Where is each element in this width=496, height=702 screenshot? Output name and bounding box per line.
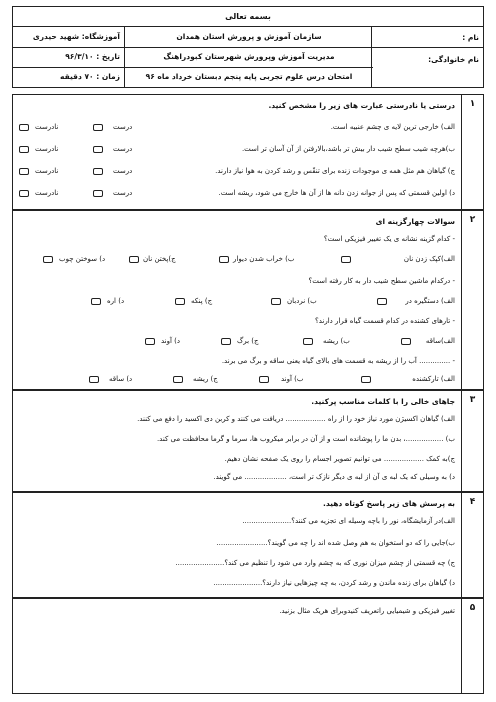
mc-option: ج)پختن نان [143, 255, 176, 263]
time-label: زمان : ۷۰ دقیقه [60, 72, 120, 81]
short-answer-item: د) گیاهان برای زنده ماندن و رشد کردن، به چه چیزهایی نیاز دارند؟...................... [213, 579, 455, 587]
tf-item: د) اولین قسمتی که پس از جوانه زدن دانه ها از آن ها خارج می شود، ریشه است. [218, 189, 455, 197]
true-label: درست [113, 167, 133, 175]
false-checkbox[interactable] [19, 124, 29, 131]
name-label: نام : [462, 33, 479, 42]
student-info-column [371, 27, 483, 87]
mc-option: د) آوند [161, 337, 181, 345]
false-label: نادرست [35, 145, 59, 153]
short-answer-item: ج) چه قسمتی از چشم میزان نوری که به چشم وارد می شود را تنظیم می کند؟...................... [175, 559, 455, 567]
exam-page [12, 6, 484, 696]
false-label: نادرست [35, 189, 59, 197]
option-checkbox[interactable] [173, 376, 183, 383]
fill-blank-item: د) به وسیلی که یک لبه ی آن از لبه ی دیگر نازک تر است، ................... می گویند. [213, 473, 455, 481]
false-label: نادرست [35, 167, 59, 175]
question-number: ۴ [461, 493, 483, 597]
mc-option: د) اره [107, 297, 125, 305]
question-title: سوالات چهارگزینه ای [375, 217, 455, 226]
org-info-column [125, 27, 373, 87]
option-checkbox[interactable] [271, 298, 281, 305]
exam-title: امتحان درس علوم تجربی پایه پنجم دبستان خرداد ماه ۹۶ [145, 72, 353, 81]
mc-question: - کدام گزینه نشانه ی یک تغییر فیزیکی است؟ [323, 235, 455, 243]
true-label: درست [113, 123, 133, 131]
option-checkbox[interactable] [219, 256, 229, 263]
mc-option: د) ساقه [109, 375, 133, 383]
true-checkbox[interactable] [93, 124, 103, 131]
option-checkbox[interactable] [43, 256, 53, 263]
mc-option: الف) دستگیره در [405, 297, 455, 305]
true-checkbox[interactable] [93, 146, 103, 153]
false-label: نادرست [35, 123, 59, 131]
question-1 [12, 94, 484, 210]
false-checkbox[interactable] [19, 190, 29, 197]
false-checkbox[interactable] [19, 168, 29, 175]
essay-question: تغییر فیزیکی و شیمیایی راتعریف کنیدوبرای هریک مثال بزنید. [279, 607, 455, 615]
question-title: جاهای خالی را با کلمات مناسب پرکنید. [311, 397, 455, 406]
mc-question: - درکدام ماشین سطح شیب دار به کار رفته است؟ [308, 277, 455, 285]
question-number: ۵ [461, 599, 483, 693]
question-5 [12, 598, 484, 694]
fill-blank-item: الف) گیاهان اکسیژن مورد نیاز خود را از راه .................. دریافت می کنند و کربن دی اکسید را دفع می کنند. [137, 415, 455, 423]
option-checkbox[interactable] [361, 376, 371, 383]
option-checkbox[interactable] [175, 298, 185, 305]
false-checkbox[interactable] [19, 146, 29, 153]
true-checkbox[interactable] [93, 190, 103, 197]
question-number: ۳ [461, 391, 483, 491]
question-number: ۱ [461, 95, 483, 209]
tf-item: ج) گیاهان هم مثل همه ی موجودات زنده برای تنفّس و رشد کردن به هوا نیاز دارند. [215, 167, 455, 175]
bismillah: بسمه تعالی [13, 7, 483, 27]
tf-item: ب)هرچه شیب سطح شیب دار بیش تر باشد،بالارفتن از آن آسان تر است. [241, 145, 455, 153]
mc-option: الف)کپک زدن نان [403, 255, 455, 263]
option-checkbox[interactable] [129, 256, 139, 263]
option-checkbox[interactable] [259, 376, 269, 383]
mc-question: - .............. آب را از ریشه به قسمت های بالای گیاه یعنی ساقه و برگ می برند. [221, 357, 455, 365]
option-checkbox[interactable] [401, 338, 411, 345]
option-checkbox[interactable] [145, 338, 155, 345]
question-title: به پرسش های زیر پاسخ کوتاه دهید. [322, 499, 455, 508]
option-checkbox[interactable] [91, 298, 101, 305]
mc-option: ب) نردبان [287, 297, 317, 305]
question-2 [12, 210, 484, 390]
date-label: تاریخ : ۹۶/۳/۱۰ [65, 52, 120, 61]
option-checkbox[interactable] [341, 256, 351, 263]
option-checkbox[interactable] [89, 376, 99, 383]
mc-option: ب) خراب شدن دیوار [233, 255, 295, 263]
mc-question: - تارهای کشنده در کدام قسمت گیاه قرار دارند؟ [315, 317, 455, 325]
mc-option: ج) ریشه [193, 375, 218, 383]
question-title: درستی یا نادرستی عبارت های زیر را مشخص کنید. [268, 101, 455, 110]
fill-blank-item: ج)به کمک .................. می توانیم تصویر اجسام را روی یک صفحه نشان دهیم. [224, 455, 455, 463]
option-checkbox[interactable] [377, 298, 387, 305]
short-answer-item: الف)در آزمایشگاه، نور را باچه وسیله ای تجزیه می کنند؟...................... [242, 517, 455, 525]
org-city: مدیریت آموزش وپرورش شهرستان کبودراهنگ [163, 52, 335, 61]
mc-option: ب) ریشه [323, 337, 350, 345]
org-province: سازمان آموزش و پرورش استان همدان [176, 32, 322, 41]
family-label: نام خانوادگی: [428, 55, 479, 64]
question-4 [12, 492, 484, 598]
option-checkbox[interactable] [303, 338, 313, 345]
mc-option: ج) برگ [237, 337, 259, 345]
question-number: ۲ [461, 211, 483, 389]
question-3 [12, 390, 484, 492]
school-label: آموزشگاه: شهید حیدری [32, 32, 120, 41]
short-answer-item: ب)جایی را که دو استخوان به هم وصل شده اند را چه می گویند؟....................... [216, 539, 455, 547]
mc-option: ج) پنکه [191, 297, 213, 305]
mc-option: الف) تارکشنده [412, 375, 455, 383]
school-info-column [13, 27, 125, 87]
tf-item: الف) خارجی ترین لایه ی چشم عنبیه است. [330, 123, 455, 131]
mc-option: ب) آوند [281, 375, 304, 383]
mc-option: د) سوختن چوب [59, 255, 106, 263]
fill-blank-item: ب) .................، بدن ما را پوشانده است و از آن در برابر میکروب ها، سرما و گرما محافظت می کند. [156, 435, 455, 443]
true-checkbox[interactable] [93, 168, 103, 175]
exam-header [12, 6, 484, 88]
true-label: درست [113, 145, 133, 153]
mc-option: الف)ساقه [425, 337, 455, 345]
true-label: درست [113, 189, 133, 197]
option-checkbox[interactable] [221, 338, 231, 345]
